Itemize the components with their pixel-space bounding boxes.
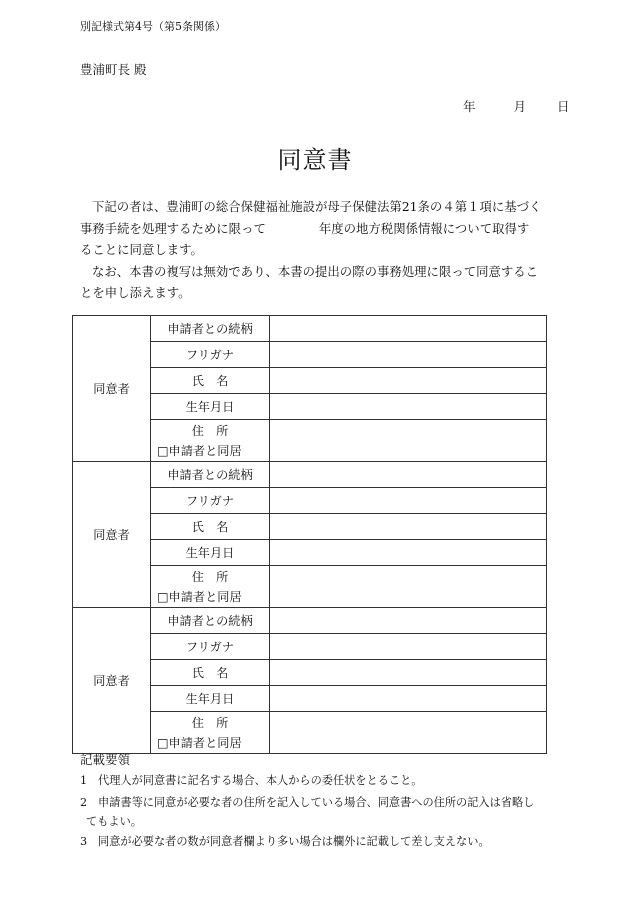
address-label-cell bbox=[151, 712, 270, 754]
cohabit-checkbox[interactable]: □申請者と同居 bbox=[157, 589, 242, 604]
body-paragraph-1-line-2 bbox=[80, 219, 529, 237]
furigana-label: フリガナ bbox=[151, 342, 270, 368]
body-paragraph-2-line-1: なお、本書の複写は無効であり、本書の提出の際の事務処理に限って同意するこ bbox=[92, 264, 539, 279]
address-label-cell bbox=[151, 566, 270, 608]
note-item-3 bbox=[80, 833, 490, 849]
address-label: 住 所 bbox=[191, 569, 229, 584]
address-field-3[interactable] bbox=[270, 712, 547, 754]
body-p1-line2-part-b: 年度の地方税関係情報について取得す bbox=[318, 221, 530, 236]
document-title: 同意書 bbox=[277, 146, 353, 174]
body-paragraph-1-line-3: ることに同意します。 bbox=[80, 242, 203, 257]
relation-field-2[interactable] bbox=[270, 462, 547, 488]
name-label: 氏 名 bbox=[151, 660, 270, 686]
cohabit-checkbox[interactable]: □申請者と同居 bbox=[157, 735, 242, 750]
table-row bbox=[73, 316, 547, 342]
note-number: 3 bbox=[80, 835, 88, 848]
note-text: 同意が必要な者の数が同意者欄より多い場合は欄外に記載して差し支えない。 bbox=[98, 835, 490, 848]
address-field-1[interactable] bbox=[270, 420, 547, 462]
note-item-1 bbox=[80, 772, 422, 788]
note-item-2-continued: てもよい。 bbox=[86, 815, 142, 828]
birthdate-label: 生年月日 bbox=[151, 686, 270, 712]
furigana-label: フリガナ bbox=[151, 488, 270, 514]
furigana-field-1[interactable] bbox=[270, 342, 547, 368]
note-text: 申請書等に同意が必要な者の住所を記入している場合、同意書への住所の記入は省略し bbox=[98, 796, 535, 809]
birthdate-label: 生年月日 bbox=[151, 394, 270, 420]
date-month: 月 bbox=[513, 99, 527, 114]
date-year: 年 bbox=[463, 99, 476, 114]
relation-label: 申請者との続柄 bbox=[151, 608, 270, 634]
body-paragraph-1-line-1: 下記の者は、豊浦町の総合保健福祉施設が母子保健法第21条の４第１項に基づく bbox=[92, 199, 542, 214]
consenter-group-label-3: 同意者 bbox=[73, 608, 151, 754]
name-label: 氏 名 bbox=[151, 368, 270, 394]
address-field-2[interactable] bbox=[270, 566, 547, 608]
date-line bbox=[463, 97, 570, 115]
birthdate-field-3[interactable] bbox=[270, 686, 547, 712]
notes-heading: 記載要領 bbox=[80, 752, 131, 767]
consenter-group-label-2: 同意者 bbox=[73, 462, 151, 608]
form-number-label: 別記様式第4号（第5条関係） bbox=[80, 20, 226, 33]
birthdate-label: 生年月日 bbox=[151, 540, 270, 566]
furigana-label: フリガナ bbox=[151, 634, 270, 660]
body-p1-line2-part-a: 事務手続を処理するために限って bbox=[80, 221, 266, 236]
name-field-2[interactable] bbox=[270, 514, 547, 540]
addressee: 豊浦町長 殿 bbox=[80, 62, 147, 77]
note-item-2 bbox=[80, 794, 534, 810]
cohabit-checkbox[interactable]: □申請者と同居 bbox=[157, 443, 242, 458]
relation-field-1[interactable] bbox=[270, 316, 547, 342]
name-label: 氏 名 bbox=[151, 514, 270, 540]
name-field-3[interactable] bbox=[270, 660, 547, 686]
note-text: 代理人が同意書に記名する場合、本人からの委任状をとること。 bbox=[98, 774, 423, 787]
relation-label: 申請者との続柄 bbox=[151, 462, 270, 488]
birthdate-field-2[interactable] bbox=[270, 540, 547, 566]
furigana-field-3[interactable] bbox=[270, 634, 547, 660]
address-label: 住 所 bbox=[191, 715, 229, 730]
body-paragraph-2-line-2: とを申し添えます。 bbox=[80, 285, 191, 300]
consent-table bbox=[72, 315, 547, 754]
relation-label: 申請者との続柄 bbox=[151, 316, 270, 342]
address-label: 住 所 bbox=[191, 423, 229, 438]
table-row bbox=[73, 462, 547, 488]
table-row bbox=[73, 608, 547, 634]
note-number: 2 bbox=[80, 796, 88, 809]
furigana-field-2[interactable] bbox=[270, 488, 547, 514]
birthdate-field-1[interactable] bbox=[270, 394, 547, 420]
note-number: 1 bbox=[80, 774, 88, 787]
relation-field-3[interactable] bbox=[270, 608, 547, 634]
consenter-group-label-1: 同意者 bbox=[73, 316, 151, 462]
name-field-1[interactable] bbox=[270, 368, 547, 394]
date-day: 日 bbox=[557, 99, 570, 114]
address-label-cell bbox=[151, 420, 270, 462]
